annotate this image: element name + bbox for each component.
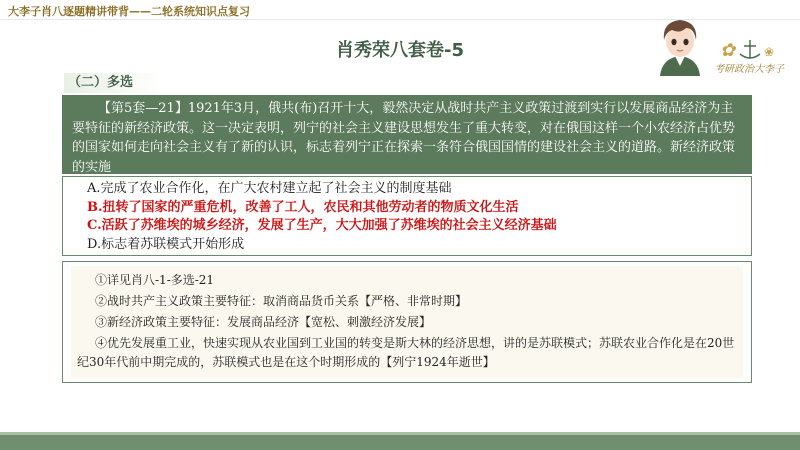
options-box	[62, 176, 752, 256]
bottom-stripe	[0, 432, 800, 435]
bottom-bar	[0, 432, 800, 450]
section-label: （二）多选	[64, 73, 164, 93]
note-1: ①详见肖八-1-多选-21	[95, 273, 215, 287]
avatar	[650, 14, 710, 76]
svg-text:❀: ❀	[764, 45, 775, 59]
note-3: ③新经济政策主要特征：发展商品经济【宽松、刺激经济发展】	[95, 315, 432, 329]
option-d: D.标志着苏联模式开始形成	[87, 236, 245, 252]
brand-text: 考研政治大李子	[714, 64, 784, 75]
question-box	[62, 95, 752, 174]
notes-panel	[71, 266, 743, 378]
option-a: A.完成了农业合作化，在广大农村建立起了社会主义的制度基础	[87, 181, 452, 196]
note-4: ④优先发展重工业，快速实现从农业国到工业国的转变是斯大林的经济思想，讲的是苏联模式；苏联农业合作化是在20世纪30年代前中期完成的，苏联模式也是在这个时期形成的【列宁1924年逝世】	[77, 336, 735, 369]
series-title: 大李子肖八逐题精讲带背——二轮系统知识点复习	[8, 5, 250, 18]
page-title: 肖秀荣八套卷-5	[336, 40, 464, 61]
option-b: B.扭转了国家的严重危机，改善了工人，农民和其他劳动者的物质文化生活	[87, 199, 519, 215]
note-2: ②战时共产主义政策主要特征：取消商品货币关系【严格、非常时期】	[95, 294, 468, 308]
option-c: C.活跃了苏维埃的城乡经济，发展了生产，大大加强了苏维埃的社会主义经济基础	[87, 218, 557, 233]
question-text: 【第5套—21】1921年3月，俄共(布)召开十大，毅然决定从战时共产主义政策过渡到实行以发展商品经济为主要特征的新经济政策。这一决定表明，列宁的社会主义建设思想发生了重大转变，对在俄国这样一个小农经济占优势的国家如何走向社会主义有了新的认识，标志着列宁正在探索一条符合俄国国情的建设社会主义的道路。新经济政策的实施	[72, 101, 736, 175]
svg-text:✿: ✿	[720, 40, 736, 61]
notes-box	[62, 261, 752, 383]
